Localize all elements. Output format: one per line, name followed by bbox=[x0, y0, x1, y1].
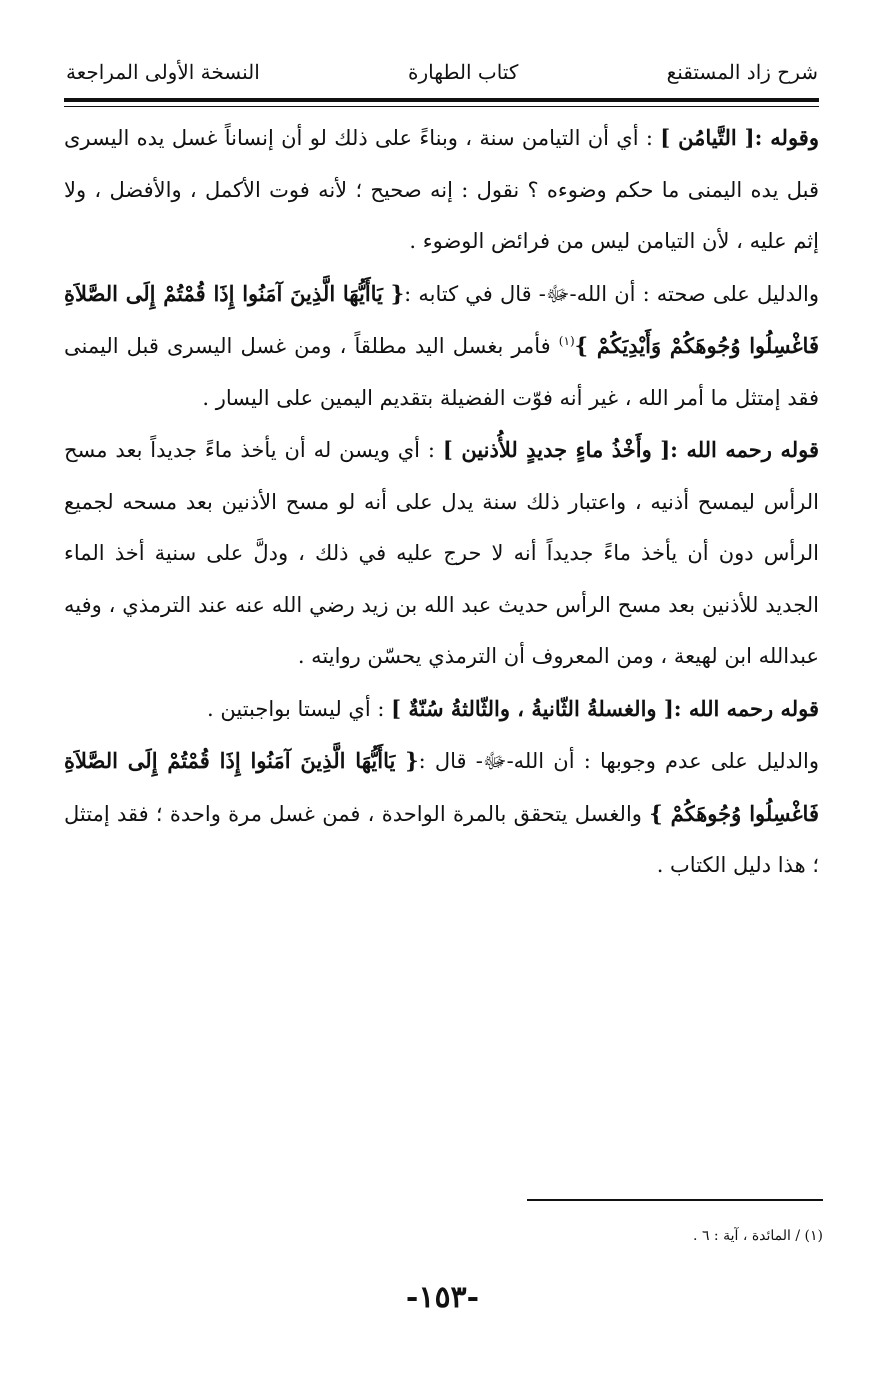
matn-quote-tayamun: وقوله :[ التَّيامُن ] bbox=[660, 125, 819, 150]
paragraph-evidence-2 bbox=[64, 735, 819, 892]
header-rule-thick bbox=[64, 98, 819, 102]
quran-verse: { يَاأَيُّهَا الَّذِينَ آمَنُوا إِذَا قُمْتُمْ إِلَى الصَّلاَةِ فَاغْسِلُوا وُجُوهَكُمْ وَأَيْدِيَكُمْ } bbox=[64, 280, 819, 358]
paragraph-text: فأمر بغسل اليد مطلقاً ، ومن غسل اليسرى قبل اليمنى فقد إمتثل ما أمر الله ، غير أنه فوّت الفضيلة بتقديم اليمين على اليسار . bbox=[64, 334, 819, 410]
header-chapter-title: كتاب الطهارة bbox=[408, 60, 519, 84]
page-body bbox=[64, 112, 819, 892]
footnote-separator bbox=[527, 1199, 823, 1201]
matn-quote-ears: قوله رحمه الله :[ وأَخْذُ ماءٍ جديدٍ للأُذنين ] bbox=[442, 437, 819, 462]
header-book-title: شرح زاد المستقنع bbox=[666, 60, 818, 84]
paragraph-text: : أي ويسن له أن يأخذ ماءً جديداً بعد مسح الرأس ليمسح أذنيه ، واعتبار ذلك سنة يدل على أنه لو مسح الأذنين بعد مسحه لجميع الرأس دون أن يأخذ ماءً جديداً أنه لا حرج عليه في ذلك ، ودلَّ على سنية أخذ الماء الجديد للأذنين بعد مسح الرأس حديث عبد الله بن زيد رضي الله عنه عند الترمذي ، وفيه عبدالله ابن لهيعة ، ومن المعروف أن الترمذي يحسّن روايته . bbox=[64, 438, 819, 668]
paragraph-second-third-wash bbox=[64, 683, 819, 736]
paragraph-ears-water bbox=[64, 424, 819, 683]
paragraph-evidence-1 bbox=[64, 268, 819, 425]
paragraph-text: : أي ليستا بواجبتين . bbox=[207, 696, 392, 721]
paragraph-text: : أي أن التيامن سنة ، وبناءً على ذلك لو أن إنساناً غسل يده اليسرى قبل يده اليمنى ما حكم وضوءه ؟ نقول : إنه صحيح ؛ لأنه فوت الأكمل ، والأفضل ، ولا إثم عليه ، لأن التيامن ليس من فرائض الوضوء . bbox=[64, 126, 819, 253]
footnote-reference: (١) bbox=[558, 334, 575, 348]
matn-quote-washes: قوله رحمه الله :[ والغسلةُ الثّانيةُ ، والثّالثةُ سُنّةٌ ] bbox=[391, 695, 819, 721]
paragraph-text: والغسل يتحقق بالمرة الواحدة ، فمن غسل مرة واحدة ؛ فقد إمتثل ؛ هذا دليل الكتاب . bbox=[64, 801, 819, 877]
paragraph-text: والدليل على عدم وجوبها : أن الله-ﷻ- قال : bbox=[418, 749, 819, 773]
paragraph-tayamun bbox=[64, 112, 819, 268]
running-header bbox=[66, 52, 818, 92]
paragraph-text: والدليل على صحته : أن الله-ﷻ- قال في كتابه : bbox=[404, 281, 819, 306]
quran-verse: { يَاأَيُّهَا الَّذِينَ آمَنُوا إِذَا قُمْتُمْ إِلَى الصَّلاَةِ فَاغْسِلُوا وُجُوهَكُمْ } bbox=[64, 748, 819, 826]
header-edition-note: النسخة الأولى المراجعة bbox=[66, 60, 260, 84]
footnote: (١) / المائدة ، آية : ٦ . bbox=[693, 1228, 823, 1244]
header-rule-thin bbox=[64, 106, 819, 107]
page-number: -١٥٣- bbox=[405, 1280, 480, 1315]
